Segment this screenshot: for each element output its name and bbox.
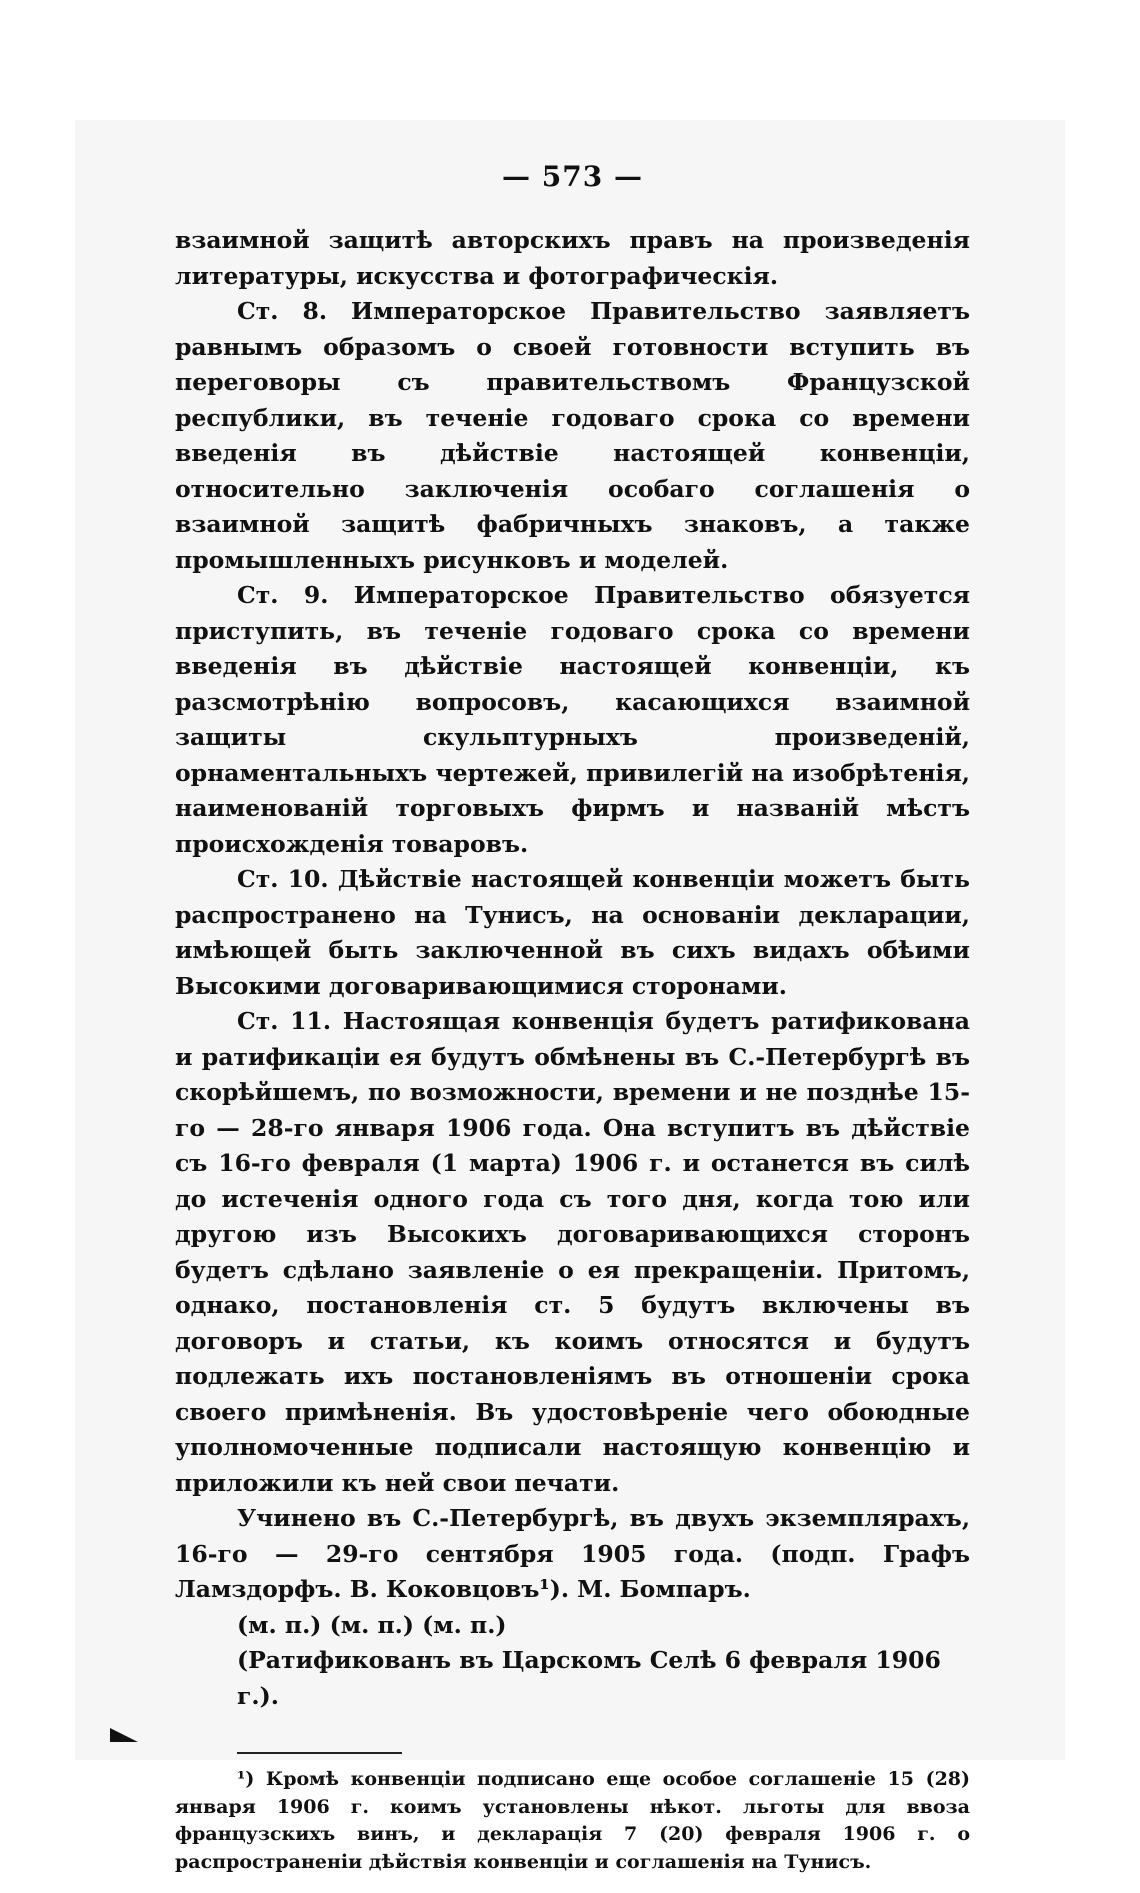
- footnote: ¹) Кромѣ конвенціи подписано еще особое соглашеніе 15 (28) января 1906 г. коимъ установлены нѣкот. льготы для ввоза французскихъ винъ, и декларація 7 (20) февраля 1906 г. о распространеніи дѣйствія конвенціи и соглашенія на Тунисъ.: [175, 1768, 970, 1873]
- page-corner-marker-icon: [110, 1728, 138, 1742]
- paragraph-signature: Учинено въ С.-Петербургѣ, въ двухъ экземплярахъ, 16-го — 29-го сентября 1905 года. (подп. Графъ Ламздорфъ. В. Коковцовъ¹). М. Бомпаръ.: [175, 1504, 970, 1603]
- ratification-line: (Ратификованъ въ Царскомъ Селѣ 6 февраля 1906 г.).: [237, 1646, 941, 1710]
- page-number: — 573 —: [502, 160, 643, 193]
- seals-line: (м. п.) (м. п.) (м. п.): [237, 1610, 507, 1639]
- paragraph-continuation: взаимной защитѣ авторскихъ правъ на произведенія литературы, искусства и фотографическія.: [175, 226, 970, 290]
- paragraph-article-11: Ст. 11. Настоящая конвенція будетъ ратификована и ратификаціи ея будутъ обмѣнены въ С.-Петербургѣ въ скорѣйшемъ, по возможности, времени и не позднѣе 15-го — 28-го января 1906 года. Она вступитъ въ дѣйствіе съ 16-го февраля (1 марта) 1906 г. и останется въ силѣ до истеченія одного года съ того дня, когда тою или другою изъ Высокихъ договаривающихся сторонъ будетъ сдѣлано заявленіе о ея прекращеніи. Притомъ, однако, постановленія ст. 5 будутъ включены въ договоръ и статьи, къ коимъ относятся и будутъ подлежать ихъ постановленіямъ въ отношеніи срока своего примѣненія. Въ удостовѣреніе чего обоюдные уполномоченные подписали настоящую конвенцію и приложили къ ней свои печати.: [175, 1007, 970, 1497]
- footnote-divider: [237, 1752, 402, 1754]
- paragraph-article-8: Ст. 8. Императорское Правительство заявляетъ равнымъ образомъ о своей готовности вступить въ переговоры съ правительствомъ Французской республики, въ теченіе годоваго срока со времени введенія въ дѣйствіе настоящей конвенціи, относительно заключенія особаго соглашенія о взаимной защитѣ фабричныхъ знаковъ, а также промышленныхъ рисунковъ и моделей.: [175, 297, 970, 574]
- paragraph-article-9: Ст. 9. Императорское Правительство обязуется приступить, въ теченіе годоваго срока со времени введенія въ дѣйствіе настоящей конвенціи, къ разсмотрѣнію вопросовъ, касающихся взаимной защиты скульптурныхъ произведеній, орнаментальныхъ чертежей, привилегій на изобрѣтенія, наименованій торговыхъ фирмъ и названій мѣстъ происхожденія товаровъ.: [175, 581, 970, 858]
- paragraph-article-10: Ст. 10. Дѣйствіе настоящей конвенціи можетъ быть распространено на Тунисъ, на основаніи декларации, имѣющей быть заключенной въ сихъ видахъ обѣими Высокими договаривающимися сторонами.: [175, 865, 970, 1000]
- document-body: [175, 160, 970, 1876]
